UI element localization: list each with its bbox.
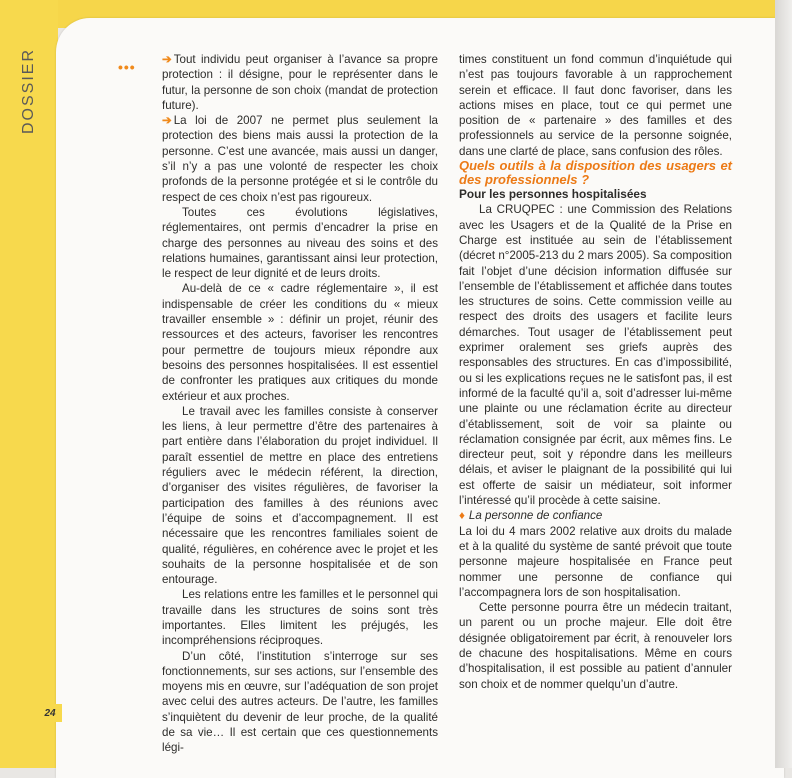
decor-dots: ••• <box>118 59 136 75</box>
diamond-heading-text: La personne de confiance <box>468 509 603 523</box>
arrow-icon: ➔ <box>162 53 172 66</box>
arrow-icon: ➔ <box>162 114 172 128</box>
paragraph: La loi du 4 mars 2002 relative aux droits du malade et à la qualité du système de santé prévoit que toute personne majeure hospitalisée en France peut nommer une personne de confiance qui l’accompagnera lors de son hospitalisation. <box>459 524 732 599</box>
subheading: Pour les personnes hospitalisées <box>459 187 647 202</box>
bullet-text: La loi de 2007 ne permet plus seulement la protection des biens mais aussi la protection de la personne. C’est une avancée, mais aussi un danger, s’il n’y a pas une volonté de respecter les choix profonds de la personne protégée et si le contrôle du respect de ces choix n’est pas rigoureux. <box>162 114 438 204</box>
bullet-item <box>162 113 438 205</box>
paragraph: La CRUQPEC : une Commission des Relations avec les Usagers et de la Qualité de la Prise en Charge est instituée au sein de l’établissement (décret n°2005-213 du 2 mars 2005). Sa composition fait l’objet d’une décision information diffusée sur l’ensemble de l’établissement et affichée dans toutes les structures de soins. Cette commission veille au respect des droits des usagers et facilite leurs démarches. Tout usager de l’établissement peut exprimer oralement ses griefs auprès des responsables des structures. En cas d’impossibilité, ou si les explications reçues ne le satisfont pas, il est informé de la faculté qu’il a, soit d’adresser lui-même une plainte ou une réclamation écrite au directeur d’établissement, soit de voir sa plainte ou réclamation consignée par écrit, aux mêmes fins. Le directeur peut, soit y répondre dans les meilleurs délais, et aviser le plaignant de la possibilité qui lui est offerte de saisir un médiateur, soit informer l’intéressé qu’il procède à cette saisine. <box>459 203 732 508</box>
diamond-heading <box>459 508 732 523</box>
section-label-text: DOSSIER <box>20 47 38 135</box>
section-label <box>14 36 44 146</box>
bullet-item <box>162 52 438 113</box>
binding-strip <box>775 0 792 768</box>
page-number: 24 <box>38 704 62 722</box>
diamond-icon: ♦ <box>459 509 465 523</box>
paragraph: D’un côté, l’institution s’interroge sur ses fonctionnements, sur ses actions, sur l’ensemble des moyens mis en œuvre, sur l’adéquation de son projet avec celui des autres acteurs. De l’autre, les familles s’inquiètent du devenir de leur proche, de la qualité de sa vie… Il est certain que ces questionnements légi- <box>162 649 438 755</box>
right-column <box>459 52 732 692</box>
section-heading: Quels outils à la disposition des usagers et des professionnels ? <box>459 158 732 188</box>
paragraph: Le travail avec les familles consiste à conserver les liens, à leur permettre d’être des partenaires à part entière dans l’élaboration du projet individuel. Il paraît essentiel de mettre en place des entretiens réguliers avec le médecin référent, la direction, d’organiser des visites régulières, de favoriser la participation des familles à des réunions avec l’équipe de soins et d’accompagnement. Il est nécessaire que les rencontres familiales soient de qualité, régulières, en cohérence avec le projet et les souhaits de la personne hospitalisée et de son entourage. <box>162 404 438 587</box>
bullet-text: Tout individu peut organiser à l’avance sa propre protection : il désigne, pour le représenter dans le futur, la personne de son choix (mandat de protection future). <box>162 53 438 112</box>
paragraph: Au-delà de ce « cadre réglementaire », il est indispensable de créer les conditions du « mieux travailler ensemble » : définir un projet, réunir des ressources et des acteurs, favoriser les rencontres pour permettre de toujours mieux répondre aux besoins des personnes hospitalisées. Il est essentiel de confronter les pratiques aux critiques du monde extérieur et aux proches. <box>162 282 438 403</box>
paragraph: Cette personne pourra être un médecin traitant, un parent ou un proche majeur. Elle doit être désignée obligatoirement par écrit, à renouveler lors de chacune des hospitalisations. Même en cours d’hospitalisation, il est possible au patient d’annuler son choix et de nommer quelqu’un d’autre. <box>459 601 732 691</box>
paragraph: times constituent un fond commun d’inquiétude qui n’est pas toujours favorable à un rapprochement serein et efficace. Il faut donc favoriser, dans les actions mises en place, tout ce qui permet une position de « partenaire » des familles et des professionnels au service de la personne soignée, dans une clarté de place, sans confusion des rôles. <box>459 53 732 158</box>
paragraph: Toutes ces évolutions législatives, réglementaires, ont permis d’encadrer la prise en charge des personnes au niveau des soins et des relations humaines, garantissant ainsi leur protection, le respect de leur dignité et de leurs droits. <box>162 205 438 281</box>
left-column <box>162 52 438 756</box>
paragraph: Les relations entre les familles et le personnel qui travaille dans les structures de soins sont très importantes. Elles limitent les préjugés, les incompréhensions réciproques. <box>162 588 438 648</box>
